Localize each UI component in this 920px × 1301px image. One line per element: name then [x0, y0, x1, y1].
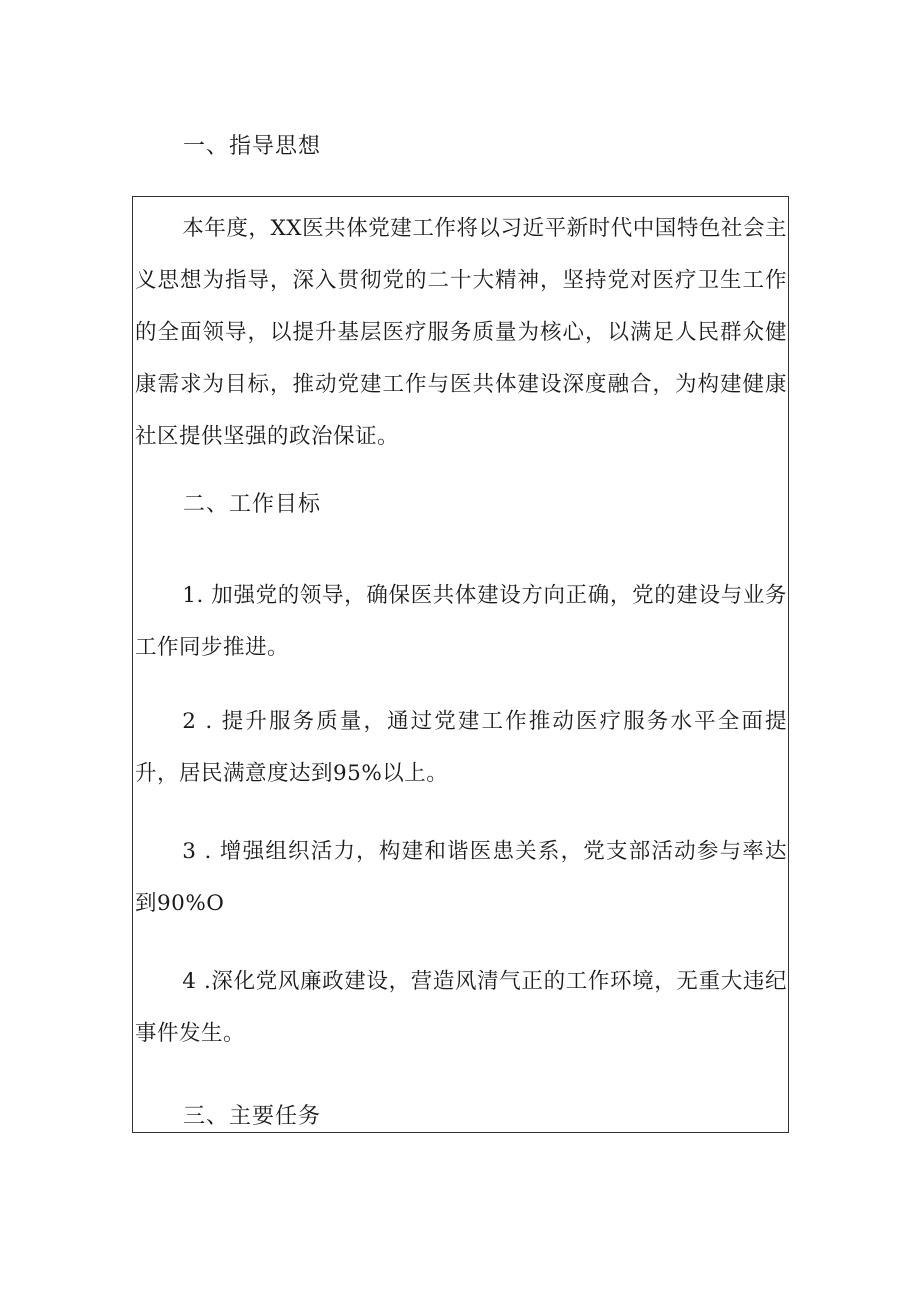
section-heading-guiding-ideology: 一、指导思想 [183, 134, 322, 159]
goal-item-2: 2 . 提升服务质量，通过党建工作推动医疗服务水平全面提升，居民满意度达到95%以上。 [135, 709, 787, 786]
guiding-ideology-paragraph: 本年度，XX医共体党建工作将以习近平新时代中国特色社会主义思想为指导，深入贯彻党的二十大精神，坚持党对医疗卫生工作的全面领导，以提升基层医疗服务质量为核心，以满足人民群众健康需求为目标，推动党建工作与医共体建设深度融合，为构建健康社区提供坚强的政治保证。 [135, 216, 787, 449]
section-heading-main-tasks: 三、主要任务 [183, 1104, 322, 1129]
goal-item-1: 1. 加强党的领导，确保医共体建设方向正确，党的建设与业务工作同步推进。 [135, 583, 787, 660]
goal-item-3: 3 . 增强组织活力，构建和谐医患关系，党支部活动参与率达到90%O [135, 839, 787, 916]
goal-item-4: 4 .深化党风廉政建设，营造风清气正的工作环境，无重大违纪事件发生。 [135, 969, 787, 1046]
section-heading-work-goals: 二、工作目标 [183, 492, 322, 517]
